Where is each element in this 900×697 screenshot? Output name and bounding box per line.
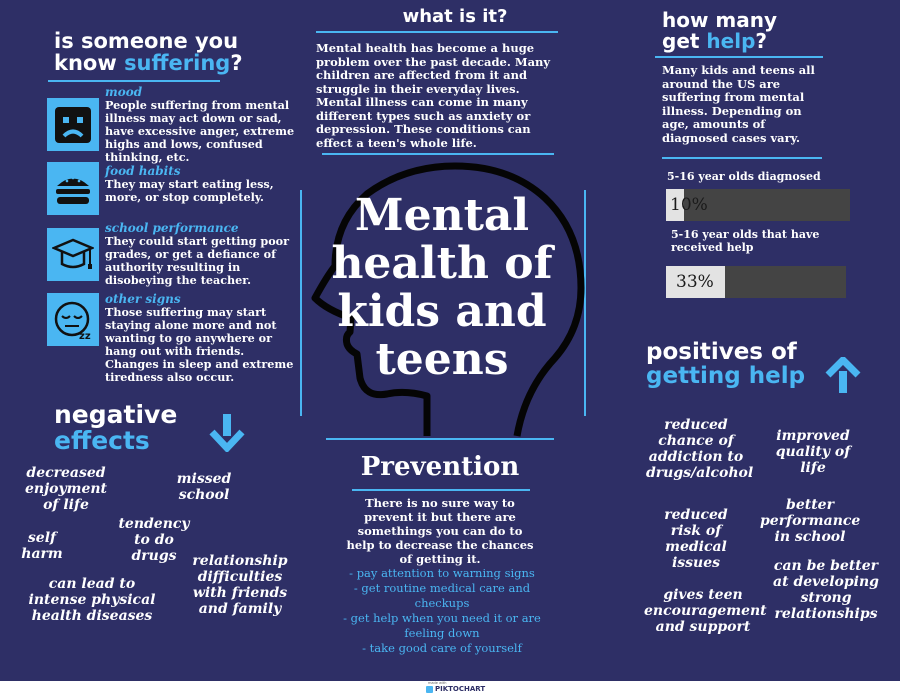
suffering-heading-q: ? — [230, 51, 243, 76]
stat-diagnosed-value: 10% — [670, 195, 708, 215]
what-bottom-divider — [322, 153, 554, 155]
positive-school-performance: better performance in school — [760, 497, 861, 545]
suffering-divider — [48, 80, 220, 82]
what-divider — [316, 31, 558, 33]
suffering-heading-know: know — [54, 51, 117, 76]
howmany-heading — [662, 10, 777, 52]
main-title-line1: Mental — [354, 190, 530, 241]
food-text: They may start eating less, more, or stop completely. — [105, 177, 274, 204]
food-item — [105, 164, 300, 204]
effect-decreased-enjoyment: decreased enjoyment of life — [25, 465, 107, 513]
positives-heading-line1: positives of — [646, 339, 797, 365]
main-title-line3: kids and — [337, 286, 547, 337]
effect-relationship: relationship difficulties with friends and family — [192, 553, 288, 617]
arrow-down-icon — [208, 412, 246, 456]
prevention-tip: - get routine medical care and checkups — [353, 581, 531, 610]
prevention-heading: Prevention — [360, 452, 520, 482]
prevention-intro: There is no sure way to prevent it but there are somethings you can do to help to decrease the chances of getting it. — [346, 496, 534, 566]
howmany-heading-accent: help — [706, 29, 756, 53]
suffering-heading — [54, 30, 243, 74]
positive-relationships: can be better at developing strong relationships — [773, 558, 879, 622]
footer-made-with: made with — [428, 681, 447, 685]
food-title: food habits — [105, 164, 181, 178]
suffering-heading-line2 — [54, 52, 243, 74]
mood-title: mood — [105, 85, 143, 99]
sleepy-face-icon — [47, 293, 99, 346]
sad-face-icon — [47, 98, 99, 151]
piktochart-logo — [426, 685, 485, 693]
negative-heading-accent: effects — [54, 426, 150, 456]
effect-missed-school: missed school — [176, 471, 232, 503]
main-title-line2: health of — [331, 238, 553, 289]
positive-reduced-addiction: reduced chance of addiction to drugs/alcohol — [646, 417, 754, 481]
positive-encouragement: gives teen encouragement and support — [644, 587, 767, 635]
footer — [0, 681, 900, 697]
negative-heading — [54, 402, 177, 455]
stat-help-value: 33% — [676, 272, 714, 292]
suffering-heading-accent: suffering — [124, 51, 231, 76]
graduation-cap-icon — [47, 228, 99, 281]
howmany-heading-line2 — [662, 31, 777, 52]
negative-heading-line1: negative — [54, 400, 178, 429]
burger-icon — [47, 162, 99, 215]
positives-heading-accent: getting help — [646, 363, 806, 390]
prevention-tip: - get help when you need it or are feeling down — [343, 611, 541, 640]
positives-heading — [646, 340, 805, 388]
what-heading: what is it? — [402, 6, 508, 27]
positive-medical-issues: reduced risk of medical issues — [664, 507, 728, 571]
prevention-divider — [352, 489, 530, 491]
prevention-top-divider — [326, 438, 554, 440]
other-text: Those suffering may start staying alone more and not wanting to go anywhere or hang out with friends. Changes in sleep and extreme tiredness also occur. — [105, 305, 294, 384]
prevention-tip: - pay attention to warning signs — [349, 566, 535, 580]
suffering-heading-line1: is someone you — [54, 29, 239, 53]
howmany-heading-get: get — [662, 29, 700, 53]
howmany-bottom-divider — [662, 157, 822, 159]
what-text: Mental health has become a huge problem over the past decade. Many children are affected from it and struggle in their everyday lives. Mental illness can come in many different types such as anxiety or depression. These conditions can effect a teen's whole life. — [316, 41, 551, 150]
other-title: other signs — [105, 292, 181, 306]
howmany-heading-line1: how many — [662, 8, 778, 32]
stat-diagnosed-bar — [666, 189, 850, 221]
howmany-divider — [655, 56, 823, 58]
positive-quality-of-life: improved quality of life — [775, 428, 851, 476]
stat-help-label: 5-16 year olds that have received help — [671, 228, 820, 254]
mood-item — [105, 85, 300, 164]
main-title-line4: teens — [375, 334, 509, 385]
prevention-tip: - take good care of yourself — [362, 641, 522, 655]
effect-tendency-drugs: tendency to do drugs — [118, 516, 190, 564]
howmany-text: Many kids and teens all around the US are suffering from mental illness. Depending on age, amounts of diagnosed cases vary. — [662, 63, 815, 145]
svg-text:zz: zz — [79, 330, 91, 341]
school-text: They could start getting poor grades, or get a defiance of authority resulting in disobeying the teacher. — [105, 234, 290, 287]
footer-brand: PIKTOCHART — [435, 685, 486, 693]
prevention-tips — [336, 566, 548, 656]
other-item — [105, 292, 300, 384]
effect-physical-health: can lead to intense physical health diseases — [28, 576, 156, 624]
piktochart-logo-icon — [426, 686, 433, 693]
howmany-heading-q: ? — [755, 29, 768, 53]
school-item — [105, 221, 300, 287]
stat-diagnosed-label: 5-16 year olds diagnosed — [667, 170, 821, 183]
stat-help-bar — [666, 266, 846, 298]
mood-text: People suffering from mental illness may act down or sad, have excessive anger, extreme highs and lows, confused thinking, etc. — [105, 98, 295, 164]
main-title — [302, 192, 582, 384]
arrow-up-icon — [824, 357, 862, 399]
school-title: school performance — [105, 221, 239, 235]
effect-self-harm: self harm — [21, 530, 63, 562]
